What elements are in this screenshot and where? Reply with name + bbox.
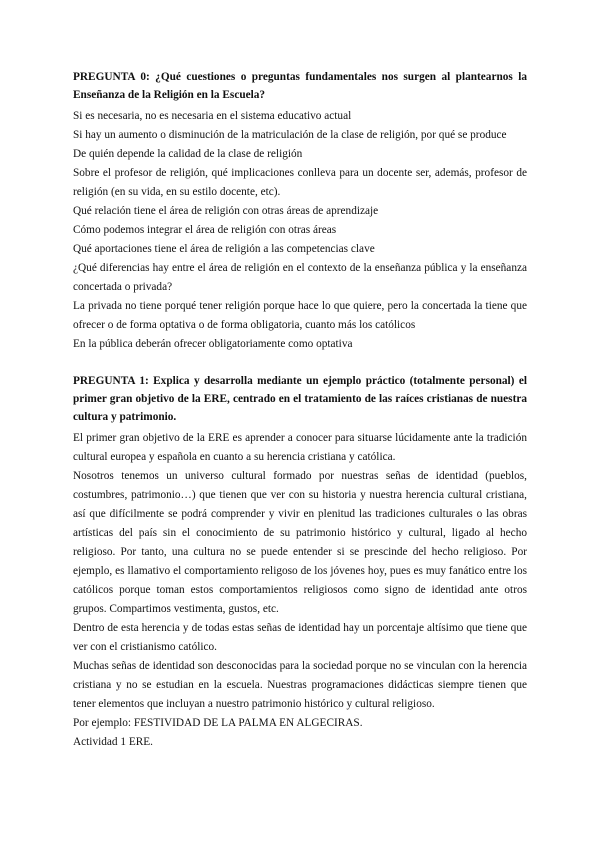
q0-line-7: Qué aportaciones tiene el área de religión a las competencias clave	[73, 243, 375, 255]
q0-line-5: Qué relación tiene el área de religión con otras áreas de aprendizaje	[73, 205, 379, 217]
q0-line-9: La privada no tiene porqué tener religión porque hace lo que quiere, pero la concertada la tiene que ofrecer o de forma optativa o de forma obligatoria, cuanto más los católicos	[73, 300, 527, 331]
q1-paragraph-4: Muchas señas de identidad son desconocidas para la sociedad porque no se vinculan con la herencia cristiana y no se estudian en la escuela. Nuestras programaciones didácticas siempre tienen que tener elementos que incluyan a nuestro patrimonio histórico y cultural religioso.	[73, 660, 527, 710]
q1-paragraph-6: Actividad 1 ERE.	[73, 736, 154, 748]
section-spacer	[73, 354, 527, 372]
question-0-section	[73, 68, 527, 354]
q1-paragraph-3: Dentro de esta herencia y de todas estas señas de identidad hay un porcentaje altísimo que tiene que ver con el cristianismo católico.	[73, 622, 527, 653]
q0-line-8: ¿Qué diferencias hay entre el área de religión en el contexto de la enseñanza pública y la enseñanza concertada o privada?	[73, 262, 527, 293]
q1-paragraph-1: El primer gran objetivo de la ERE es aprender a conocer para situarse lúcidamente ante la tradición cultural europea y española en cuanto a su herencia cristiana y católica.	[73, 432, 527, 463]
q1-paragraph-2: Nosotros tenemos un universo cultural formado por nuestras señas de identidad (pueblos, costumbres, patrimonio…) que tienen que ver con su historia y nuestra herencia cultural cristiana, así que difícilmente se podrá comprender y vivir en plenitud las tradiciones culturales o las obras artísticas del país sin el conocimiento de su patrimonio histórico y cultural, ligado al hecho religioso. Por tanto, una cultura no se puede entender si se prescinde del hecho religioso. Por ejemplo, es llamativo el comportamiento religoso de los jóvenes hoy, pues es muy fanático entre los católicos porque toman estos comportamientos religiosos como signo de identidad ante otros grupos. Compartimos vestimenta, gustos, etc.	[73, 470, 527, 615]
q0-line-2: Si hay un aumento o disminución de la matriculación de la clase de religión, por qué se produce	[73, 129, 507, 141]
q0-line-3: De quién depende la calidad de la clase de religión	[73, 148, 303, 160]
q1-paragraph-5: Por ejemplo: FESTIVIDAD DE LA PALMA EN ALGECIRAS.	[73, 717, 363, 729]
q0-line-1: Si es necesaria, no es necesaria en el sistema educativo actual	[73, 110, 352, 122]
question-1-section	[73, 372, 527, 752]
question-1-heading: PREGUNTA 1: Explica y desarrolla mediante un ejemplo práctico (totalmente personal) el primer gran objetivo de la ERE, centrado en el tratamiento de las raíces cristianas de nuestra cultura y patrimonio.	[73, 375, 527, 423]
q0-line-6: Cómo podemos integrar el área de religión con otras áreas	[73, 224, 337, 236]
document-page	[73, 68, 527, 752]
question-0-heading: PREGUNTA 0: ¿Qué cuestiones o preguntas fundamentales nos surgen al plantearnos la Enseñanza de la Religión en la Escuela?	[73, 71, 527, 101]
q0-line-4: Sobre el profesor de religión, qué implicaciones conlleva para un docente ser, además, profesor de religión (en su vida, en su estilo docente, etc).	[73, 167, 527, 198]
q0-line-10: En la pública deberán ofrecer obligatoriamente como optativa	[73, 338, 353, 350]
